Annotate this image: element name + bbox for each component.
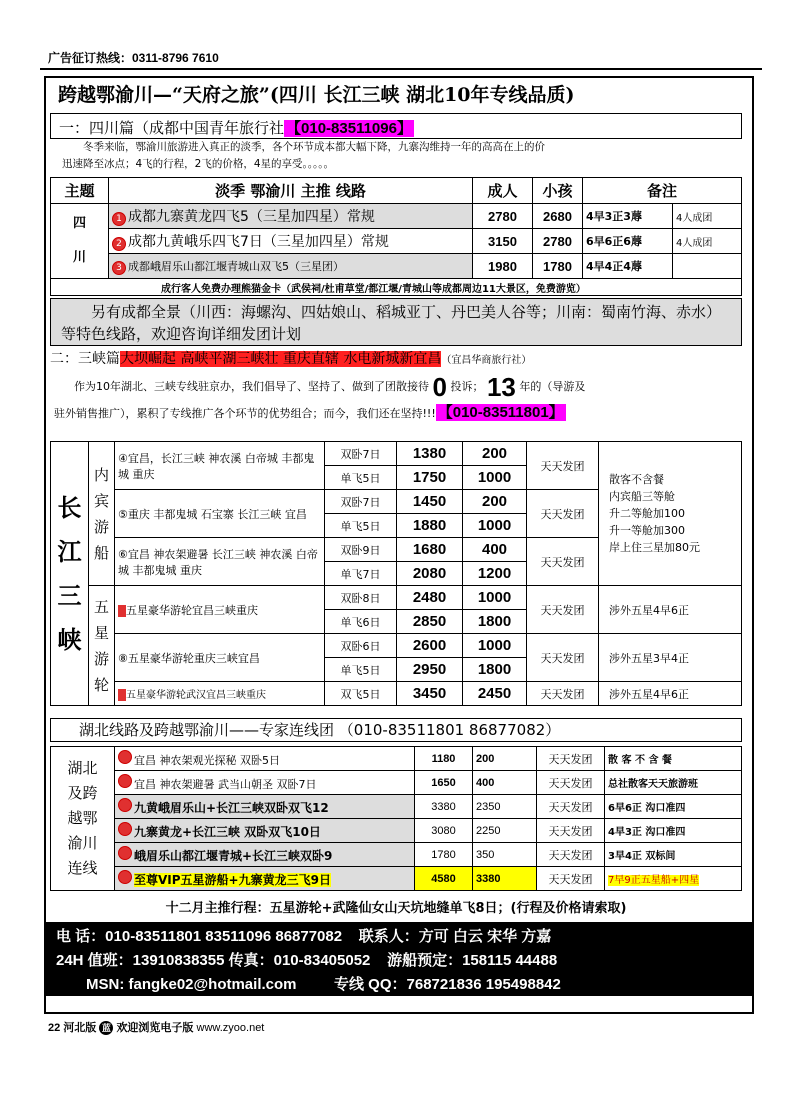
meal-note: 4早4正4蓐: [583, 254, 673, 279]
header-note: 备注: [583, 178, 742, 204]
child-price: 1800: [463, 610, 527, 634]
departure: 天天发团: [537, 771, 605, 795]
footer-url[interactable]: www.zyoo.net: [196, 1022, 265, 1034]
side-char: 三: [57, 580, 82, 610]
group-char: 游: [93, 517, 109, 536]
adult-price: 3450: [397, 682, 463, 706]
section-sichuan-label: 一：四川篇（成都中国青年旅行社: [59, 119, 285, 137]
adult-price: 3150: [473, 229, 533, 254]
intro2-text: 作为10年湖北、三峡专线驻京办，我们倡导了、坚持了、做到了团散接待: [74, 380, 429, 393]
group-char: 五: [93, 597, 109, 616]
sanxia-intro: [50, 374, 742, 427]
side-char: 越鄂: [67, 809, 98, 827]
number-badge: [118, 774, 132, 788]
sanxia-agency: （宜昌华商旅行社）: [441, 355, 532, 366]
group-char: 游: [93, 649, 109, 668]
sanxia-slogan: 大坝崛起 高峡平湖三峡壮 重庆直辖 水电新城新宜昌: [120, 351, 442, 367]
adult-price: 3080: [415, 819, 473, 843]
table-row: [115, 819, 415, 843]
group-char: 星: [93, 623, 109, 642]
sanxia-phone: 【010-83511801】: [437, 404, 564, 421]
intro2-text: 投诉；: [450, 380, 484, 393]
adult-price: 1450: [397, 490, 463, 514]
phone-line: 电 话：010-83511801 83511096 86877082: [56, 928, 343, 945]
child-price: 1780: [533, 254, 583, 279]
side-char: 渝川: [67, 834, 98, 852]
route-name: 五星豪华游轮武汉宜昌三峡重庆: [126, 690, 266, 701]
adult-price: 1650: [415, 771, 473, 795]
child-price: 200: [463, 442, 527, 466]
route-note: 散 客 不 含 餐: [605, 747, 742, 771]
intro-line-1: 冬季来临，鄂渝川旅游进入真正的淡季，各个环节成本都大幅下降，九寨沟维持一年的高高在上的价: [83, 141, 545, 153]
table-row: [109, 204, 473, 229]
group-char: 船: [93, 543, 109, 562]
header-child: 小孩: [533, 178, 583, 204]
years-count: 13: [486, 372, 516, 402]
adult-price: 1980: [473, 254, 533, 279]
december-plan: 十二月主推行程：五星游轮+武隆仙女山天坑地缝单飞8日；(行程及价格请索取): [165, 901, 627, 916]
page-title: 跨越鄂渝川—“天府之旅”(四川 长江三峡 湖北10年专线品质): [58, 84, 575, 106]
side-char: 长: [57, 492, 82, 522]
meal-note: 4早3正3蓐: [583, 204, 673, 229]
trip-type: 单飞7日: [325, 562, 397, 586]
note-line: 岸上住三星加80元: [609, 541, 700, 554]
route-name: 五星豪华游轮宜昌三峡重庆: [126, 603, 258, 617]
sichuan-phone: 【010-83511096】: [286, 120, 412, 137]
ship-note: 涉外五星3早4正: [599, 634, 742, 682]
group-char: 内: [93, 465, 109, 484]
trip-type: 单飞6日: [325, 610, 397, 634]
table-row: ⑥宜昌 神农架避暑 长江三峡 神农溪 白帝城 丰都鬼城 重庆: [115, 538, 325, 586]
group-note: 4人成团: [673, 229, 742, 254]
trip-type: 双飞5日: [325, 682, 397, 706]
hubei-header: 湖北线路及跨越鄂渝川——专家连线团 （010-83511801 86877082）: [50, 718, 742, 742]
route-name: 九黄峨眉乐山+长江三峡双卧双飞12: [134, 800, 329, 815]
badge-icon: 蓝: [99, 1021, 113, 1035]
panda-card-note: 成行客人免费办理熊猫金卡（武侯祠/杜甫草堂/都江堰/青城山等成都周边11大景区，免费游览）: [51, 279, 742, 296]
child-price: 1000: [463, 466, 527, 490]
sanxia-table: [50, 441, 742, 706]
table-row: [115, 795, 415, 819]
header-theme: 主题: [51, 178, 109, 204]
ad-hotline: 广告征订热线：0311-8796 7610: [48, 51, 219, 65]
child-price: 200: [463, 490, 527, 514]
adult-price: 2950: [397, 658, 463, 682]
side-char: 江: [57, 536, 82, 566]
table-row: [115, 682, 325, 706]
child-price: 200: [473, 747, 537, 771]
msn: MSN: fangke02@hotmail.com: [86, 976, 297, 993]
section-sichuan-header: [50, 113, 742, 139]
departure: 天天发团: [527, 538, 599, 586]
child-price: 1000: [463, 586, 527, 610]
trip-type: 双卧6日: [325, 634, 397, 658]
adult-price: 2850: [397, 610, 463, 634]
departure: 天天发团: [537, 843, 605, 867]
route-name: 成都峨眉乐山都江堰青城山双飞5（三星团）: [128, 259, 344, 273]
adult-price: 1680: [397, 538, 463, 562]
route-name: 峨眉乐山都江堰青城+长江三峡双卧9: [134, 848, 333, 863]
table-row: ④宜昌，长江三峡 神农溪 白帝城 丰都鬼城 重庆: [115, 442, 325, 490]
adult-price: 1880: [397, 514, 463, 538]
meal-note: 6早6正6蓐: [583, 229, 673, 254]
sichuan-table: [50, 177, 742, 296]
route-name: 成都九黄峨乐四飞7日（三星加四星）常规: [128, 234, 389, 250]
child-price: 2680: [533, 204, 583, 229]
side-char: 连线: [67, 859, 98, 877]
number-badge: 1: [112, 212, 126, 226]
group-char: 轮: [93, 675, 109, 694]
table-row: [115, 843, 415, 867]
trip-type: 双卧7日: [325, 442, 397, 466]
departure: 天天发团: [527, 586, 599, 634]
footer-text: 欢迎浏览电子版: [116, 1022, 194, 1034]
departure: 天天发团: [527, 634, 599, 682]
page-number: 22: [48, 1022, 61, 1034]
child-price: 1000: [463, 634, 527, 658]
side-hubei: [51, 747, 115, 891]
departure: 天天发团: [537, 867, 605, 891]
contact-block: [46, 922, 754, 996]
side-char: 湖北: [67, 759, 98, 777]
child-price: 400: [463, 538, 527, 562]
note-line: 升一等舱加300: [609, 524, 685, 537]
number-badge: [118, 822, 132, 836]
side-char: 峡: [57, 624, 82, 654]
table-row: [115, 586, 325, 634]
route-name: 成都九寨黄龙四飞5（三星加四星）常规: [128, 209, 375, 225]
note-line: 内宾船三等舱: [609, 490, 675, 503]
adult-price: 4580: [415, 867, 473, 891]
departure: 天天发团: [527, 490, 599, 538]
child-price: 400: [473, 771, 537, 795]
trip-type: 单飞5日: [325, 658, 397, 682]
child-price: 350: [473, 843, 537, 867]
route-note: 4早3正 沟口准四: [605, 819, 742, 843]
zero-complaints: 0: [432, 372, 447, 402]
sichuan-intro: [62, 139, 742, 173]
adult-price: 3380: [415, 795, 473, 819]
price-note: [599, 442, 742, 586]
child-price: 2350: [473, 795, 537, 819]
number-badge: [118, 870, 132, 884]
intro-line-2: 迅速降至冰点；4飞的行程，2飞的价格，4星的享受。。。。。: [62, 158, 335, 170]
number-badge: [118, 846, 132, 860]
section-sanxia-label: 二：三峡篇: [50, 351, 120, 367]
ship-note: 涉外五星4早6正: [599, 586, 742, 634]
route-note: 总社散客天天旅游班: [605, 771, 742, 795]
sichuan-extra-note: 另有成都全景（川西：海螺沟、四姑娘山、稻城亚丁、丹巴美人谷等；川南：蜀南竹海、赤水）等特色线路，欢迎咨询详细发团计划: [50, 298, 742, 346]
side-char: 川: [72, 250, 86, 265]
cruise-booking: 游船预定：158115 44488: [387, 952, 558, 969]
table-row: ⑧五星豪华游轮重庆三峡宜昌: [115, 634, 325, 682]
side-char: 及跨: [67, 784, 98, 802]
number-badge: 3: [112, 261, 126, 275]
table-row: [115, 771, 415, 795]
red-marker: [118, 689, 126, 701]
trip-type: 双卧9日: [325, 538, 397, 562]
group-note: 4人成团: [673, 204, 742, 229]
route-note: [605, 867, 742, 891]
side-changjiang: [51, 442, 89, 706]
adult-price: 1180: [415, 747, 473, 771]
footer: [48, 1019, 264, 1035]
trip-type: 单飞5日: [325, 514, 397, 538]
intro2-text: 年的（导游及: [519, 380, 586, 393]
note-line: 升二等舱加100: [609, 507, 685, 520]
child-price: 3380: [473, 867, 537, 891]
top-rule: [40, 68, 762, 70]
side-char: 四: [72, 216, 86, 231]
route-name: 宜昌 神农架避暑 武当山朝圣 双卧7日: [134, 777, 317, 791]
adult-price: 2600: [397, 634, 463, 658]
table-row: ⑤重庆 丰都鬼城 石宝寨 长江三峡 宜昌: [115, 490, 325, 538]
departure: 天天发团: [537, 795, 605, 819]
table-row: [115, 867, 415, 891]
route-name: 宜昌 神农架观光探秘 双卧5日: [134, 753, 280, 767]
departure: 天天发团: [527, 682, 599, 706]
departure: 天天发团: [537, 819, 605, 843]
route-name: 九寨黄龙+长江三峡 双卧双飞10日: [134, 824, 321, 839]
note-line: 散客不含餐: [609, 473, 664, 486]
duty-fax-line: 24H 值班：13910838355 传真：010-83405052: [56, 952, 371, 969]
number-badge: 2: [112, 237, 126, 251]
child-price: 1200: [463, 562, 527, 586]
hubei-table: [50, 746, 742, 891]
child-price: 2780: [533, 229, 583, 254]
adult-price: 1380: [397, 442, 463, 466]
group-domestic: [89, 442, 115, 586]
adult-price: 1750: [397, 466, 463, 490]
adult-price: 1780: [415, 843, 473, 867]
number-badge: [118, 750, 132, 764]
child-price: 1800: [463, 658, 527, 682]
section-sanxia-header: [50, 348, 742, 372]
edition-label: 河北版: [63, 1022, 97, 1034]
qq: 专线 QQ：768721836 195498842: [334, 976, 561, 993]
route-note: 6早6正 沟口准四: [605, 795, 742, 819]
group-five-star: [89, 586, 115, 706]
child-price: 1000: [463, 514, 527, 538]
adult-price: 2480: [397, 586, 463, 610]
ship-note: 涉外五星4早6正: [599, 682, 742, 706]
table-row: [109, 229, 473, 254]
side-sichuan: [51, 204, 109, 279]
trip-type: 单飞5日: [325, 466, 397, 490]
departure: 天天发团: [537, 747, 605, 771]
trip-type: 双卧8日: [325, 586, 397, 610]
child-price: 2250: [473, 819, 537, 843]
contacts: 联系人：方可 白云 宋华 方嘉: [358, 928, 552, 945]
header-adult: 成人: [473, 178, 533, 204]
intro2-text: 驻外销售推广），累积了专线推广各个环节的优势组合；而今，我们还在坚持!!!: [54, 407, 436, 420]
adult-price: 2780: [473, 204, 533, 229]
group-char: 宾: [93, 491, 109, 510]
header-route: 淡季 鄂渝川 主推 线路: [109, 178, 473, 204]
departure: 天天发团: [527, 442, 599, 490]
number-badge: [118, 798, 132, 812]
route-note-text: 7早9正五星船+四星: [608, 875, 700, 886]
group-note: [673, 254, 742, 279]
trip-type: 双卧7日: [325, 490, 397, 514]
route-name: 至尊VIP五星游船+九寨黄龙三飞9日: [134, 872, 331, 887]
adult-price: 2080: [397, 562, 463, 586]
table-row: [115, 747, 415, 771]
red-marker: [118, 605, 126, 617]
table-row: [109, 254, 473, 279]
child-price: 2450: [463, 682, 527, 706]
route-note: 3早4正 双标间: [605, 843, 742, 867]
